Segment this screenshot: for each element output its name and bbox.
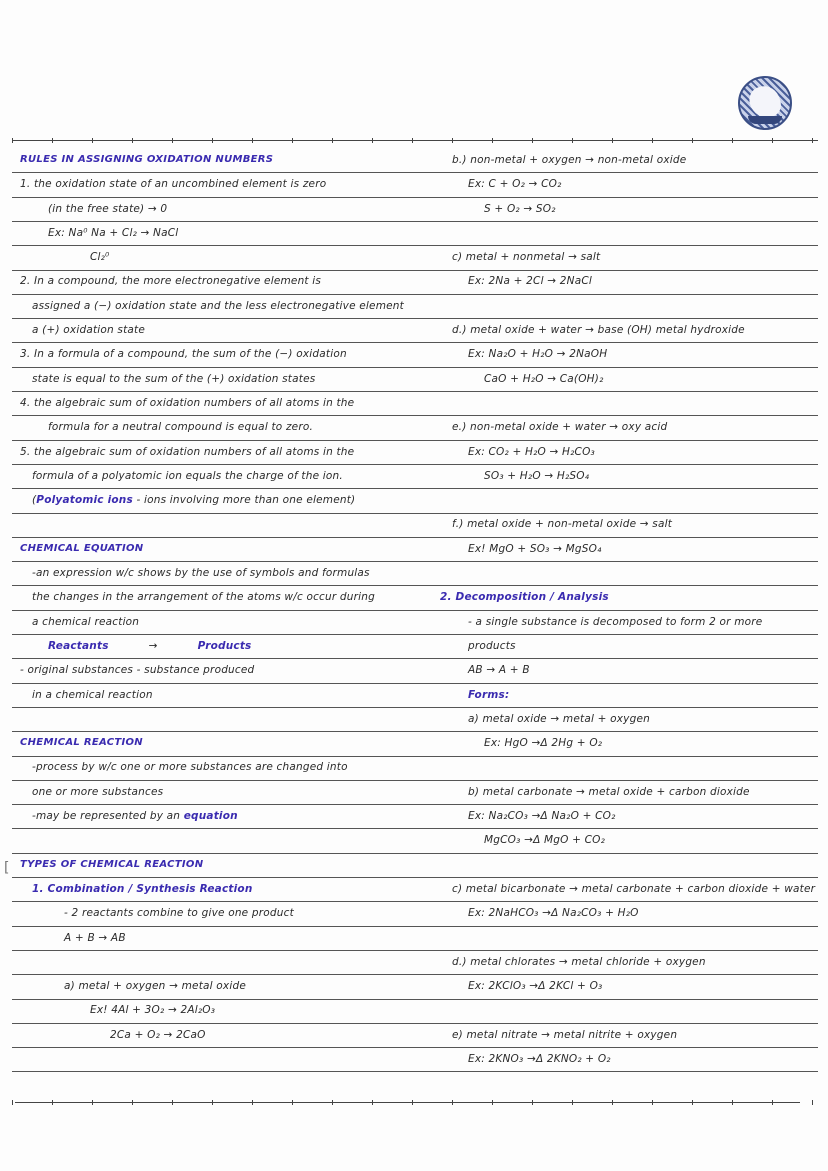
note-line: f.) metal oxide + non-metal oxide → salt [452, 518, 673, 531]
note-line: 5. the algebraic sum of oxidation numbers of all atoms in the [20, 445, 355, 458]
note-line: - a single substance is decomposed to form 2 or more [468, 615, 763, 628]
note-line: AB → A + B [468, 664, 530, 677]
note-line: Ex: 2KClO₃ →Δ 2KCl + O₃ [468, 980, 603, 993]
note-line: Ex! 4Al + 3O₂ → 2Al₂O₃ [90, 1004, 216, 1017]
note-line: in a chemical reaction [32, 688, 153, 701]
note-line: Ex: 2NaHCO₃ →Δ Na₂CO₃ + H₂O [468, 907, 639, 920]
margin-bracket-mark: [ [4, 860, 10, 876]
section-heading: RULES IN ASSIGNING OXIDATION NUMBERS [20, 154, 274, 165]
subsection-heading: 1. Combination / Synthesis Reaction [32, 882, 253, 895]
blank-line [440, 488, 820, 512]
note-line: Ex: CO₂ + H₂O → H₂CO₃ [468, 445, 595, 458]
products-label: Products [197, 639, 252, 652]
blank-line [440, 561, 820, 585]
note-line: - original substances - substance produced [20, 664, 255, 677]
reactants-products-line [20, 634, 420, 658]
top-rule-ticks [12, 141, 818, 146]
left-column [20, 148, 420, 1071]
note-line: state is equal to the sum of the (+) oxidation states [32, 372, 316, 385]
school-seal-logo-icon [738, 76, 792, 130]
blank-line [440, 998, 820, 1022]
highlighted-term: Polyatomic ions [36, 494, 133, 507]
note-line: assigned a (−) oxidation state and the less electronegative element [32, 299, 404, 312]
blank-line [440, 755, 820, 779]
note-line: d.) metal chlorates → metal chloride + oxygen [452, 955, 706, 968]
note-line: 4. the algebraic sum of oxidation numbers of all atoms in the [20, 396, 355, 409]
bottom-rule-ticks [12, 1103, 818, 1108]
blank-line [440, 221, 820, 245]
note-line: one or more substances [32, 785, 164, 798]
blank-line [20, 512, 420, 536]
highlighted-term: equation [183, 810, 238, 823]
note-line: the changes in the arrangement of the atoms w/c occur during [32, 591, 376, 604]
seal-banner [748, 116, 782, 124]
note-line: formula for a neutral compound is equal to zero. [48, 421, 313, 434]
note-line: (in the free state) → 0 [48, 202, 168, 215]
blank-line [20, 950, 420, 974]
note-line: c) metal + nonmetal → salt [452, 251, 601, 264]
note-line: e.) non-metal oxide + water → oxy acid [452, 421, 668, 434]
note-line [20, 488, 420, 512]
note-line: products [468, 639, 516, 652]
blank-line [440, 391, 820, 415]
note-line: A + B → AB [64, 931, 126, 944]
note-line: Ex: Na₂CO₃ →Δ Na₂O + CO₂ [468, 810, 616, 823]
subsection-heading: 2. Decomposition / Analysis [440, 591, 609, 604]
note-line: e) metal nitrate → metal nitrite + oxygen [452, 1028, 678, 1041]
section-heading: CHEMICAL EQUATION [20, 542, 144, 554]
note-line: -process by w/c one or more substances are changed into [32, 761, 348, 774]
note-line: CaO + H₂O → Ca(OH)₂ [484, 372, 604, 385]
note-line: S + O₂ → SO₂ [484, 202, 556, 215]
arrow: → [148, 639, 158, 652]
blank-line [440, 853, 820, 877]
note-line [20, 804, 420, 828]
note-line: Ex: C + O₂ → CO₂ [468, 178, 562, 191]
note-line: Ex! MgO + SO₃ → MgSO₄ [468, 542, 602, 555]
note-line: formula of a polyatomic ion equals the charge of the ion. [32, 469, 343, 482]
note-line: 1. the oxidation state of an uncombined element is zero [20, 178, 327, 191]
note-line: a chemical reaction [32, 615, 140, 628]
note-line: b.) non-metal + oxygen → non-metal oxide [452, 154, 687, 166]
note-line: 3. In a formula of a compound, the sum of the (−) oxidation [20, 348, 347, 361]
note-line: SO₃ + H₂O → H₂SO₄ [484, 469, 590, 482]
reactants-label: Reactants [48, 639, 109, 652]
note-line: Ex: 2Na + 2Cl → 2NaCl [468, 275, 592, 288]
note-line: MgCO₃ →Δ MgO + CO₂ [484, 834, 606, 847]
section-heading: TYPES OF CHEMICAL REACTION [20, 858, 204, 870]
note-line: -an expression w/c shows by the use of symbols and formulas [32, 567, 370, 580]
note-line: a) metal + oxygen → metal oxide [64, 980, 246, 993]
note-line: Ex: Na₂O + H₂O → 2NaOH [468, 348, 608, 361]
note-line: 2. In a compound, the more electronegative element is [20, 275, 322, 288]
blank-line [440, 926, 820, 950]
blank-line [20, 1047, 420, 1071]
note-line: Ex: Na⁰ Na + Cl₂ → NaCl [48, 226, 179, 239]
ruled-line [12, 1071, 818, 1072]
blank-line [20, 828, 420, 852]
note-line: b) metal carbonate → metal oxide + carbon dioxide [468, 785, 750, 798]
blank-line [20, 707, 420, 731]
note-line: Ex: 2KNO₃ →Δ 2KNO₂ + O₂ [468, 1052, 611, 1065]
text: ( [32, 494, 37, 507]
note-line: d.) metal oxide + water → base (OH) metal hydroxide [452, 324, 745, 337]
right-column [440, 148, 820, 1071]
note-line: - 2 reactants combine to give one product [64, 907, 294, 920]
blank-line [440, 294, 820, 318]
text: -may be represented by an [32, 810, 184, 823]
note-line: Cl₂⁰ [90, 251, 110, 264]
note-line: Ex: HgO →Δ 2Hg + O₂ [484, 737, 603, 750]
section-heading: CHEMICAL REACTION [20, 737, 143, 749]
note-line: a (+) oxidation state [32, 324, 146, 337]
note-line: a) metal oxide → metal + oxygen [468, 712, 650, 725]
subsection-heading: Forms: [468, 688, 510, 701]
note-line: 2Ca + O₂ → 2CaO [110, 1028, 206, 1041]
text: - ions involving more than one element) [132, 494, 356, 507]
note-line: c) metal bicarbonate → metal carbonate + carbon dioxide + water [452, 882, 816, 895]
